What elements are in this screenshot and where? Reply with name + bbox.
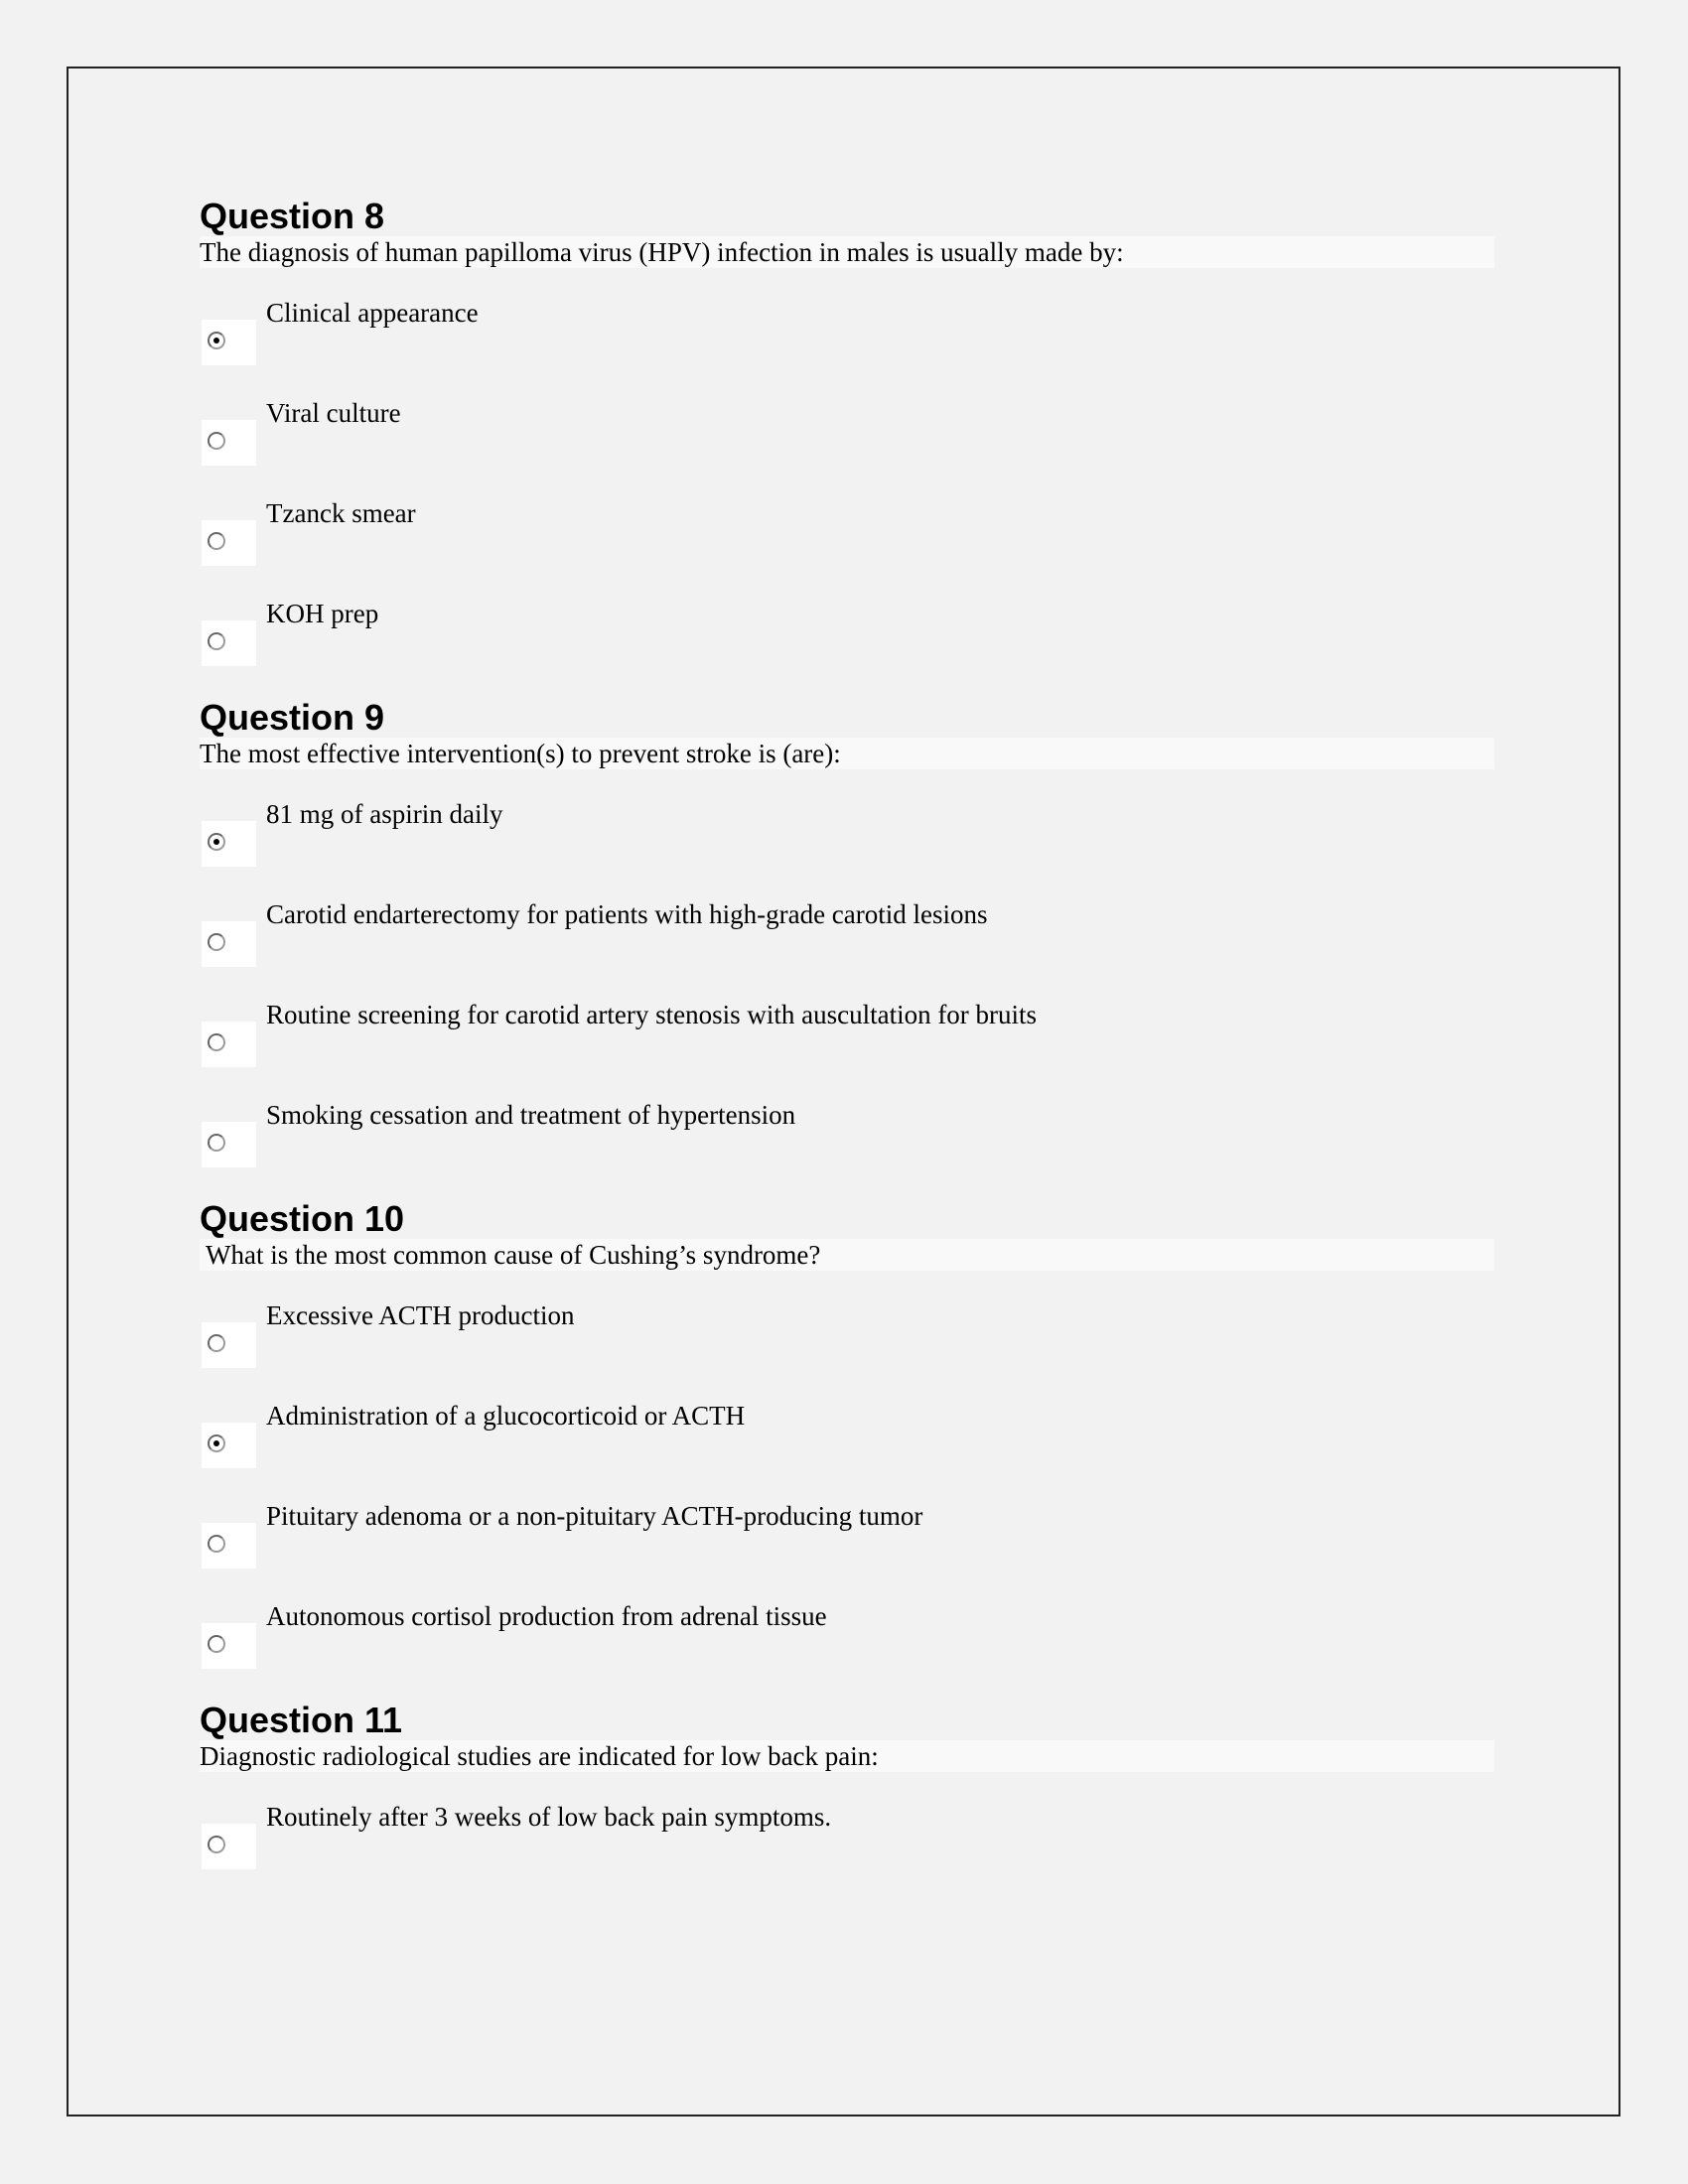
radio-container[interactable] <box>202 921 256 967</box>
radio-container[interactable] <box>202 1523 256 1569</box>
radio-button-selected[interactable] <box>208 1434 225 1452</box>
question-block <box>200 197 1494 698</box>
answer-option[interactable] <box>200 797 1494 897</box>
quiz-container <box>200 197 1494 2018</box>
answer-label: 81 mg of aspirin daily <box>266 799 503 829</box>
question-block <box>200 698 1494 1199</box>
radio-container[interactable] <box>202 1623 256 1669</box>
answer-label: Clinical appearance <box>266 298 479 328</box>
answer-options <box>200 797 1494 1198</box>
answer-option[interactable] <box>200 998 1494 1098</box>
question-title: Question 9 <box>200 697 385 738</box>
radio-button[interactable] <box>208 1836 225 1853</box>
question-text: The diagnosis of human papilloma virus (HPV) infection in males is usually made by: <box>200 236 1494 268</box>
radio-button[interactable] <box>208 532 225 550</box>
answer-option[interactable] <box>200 1298 1494 1399</box>
answer-option[interactable] <box>200 1399 1494 1499</box>
answer-option[interactable] <box>200 496 1494 597</box>
radio-container[interactable] <box>202 420 256 466</box>
question-text: Diagnostic radiological studies are indicated for low back pain: <box>200 1740 1494 1772</box>
question-text: The most effective intervention(s) to prevent stroke is (are): <box>200 738 1494 769</box>
answer-label: Viral culture <box>266 398 401 428</box>
answer-option[interactable] <box>200 396 1494 496</box>
radio-button[interactable] <box>208 432 225 450</box>
answer-label: Routine screening for carotid artery stenosis with auscultation for bruits <box>266 1000 1038 1029</box>
question-text: What is the most common cause of Cushing’s syndrome? <box>200 1239 1494 1271</box>
answer-label: Carotid endarterectomy for patients with high-grade carotid lesions <box>266 899 988 929</box>
radio-container[interactable] <box>202 1022 256 1067</box>
question-block <box>200 1199 1494 1701</box>
radio-button[interactable] <box>208 1535 225 1553</box>
radio-container[interactable] <box>202 1423 256 1468</box>
answer-option[interactable] <box>200 1499 1494 1599</box>
radio-button-selected[interactable] <box>208 332 225 349</box>
answer-option[interactable] <box>200 1800 1494 1900</box>
question-title: Question 8 <box>200 196 385 236</box>
answer-option[interactable] <box>200 1599 1494 1700</box>
question-block <box>200 1701 1494 2018</box>
answer-label: Autonomous cortisol production from adrenal tissue <box>266 1601 827 1631</box>
answer-option[interactable] <box>200 597 1494 697</box>
radio-button[interactable] <box>208 933 225 951</box>
radio-button[interactable] <box>208 1334 225 1352</box>
radio-container[interactable] <box>202 1322 256 1368</box>
answer-label: Tzanck smear <box>266 498 416 528</box>
radio-container[interactable] <box>202 620 256 666</box>
answer-label: KOH prep <box>266 599 379 628</box>
radio-container[interactable] <box>202 821 256 867</box>
radio-button[interactable] <box>208 1635 225 1653</box>
answer-label: Excessive ACTH production <box>266 1300 575 1330</box>
question-title: Question 10 <box>200 1198 405 1239</box>
answer-options <box>200 296 1494 697</box>
question-title: Question 11 <box>200 1700 403 1740</box>
radio-container[interactable] <box>202 320 256 365</box>
radio-button[interactable] <box>208 1033 225 1051</box>
radio-container[interactable] <box>202 520 256 566</box>
answer-label: Routinely after 3 weeks of low back pain symptoms. <box>266 1802 832 1832</box>
answer-options <box>200 1800 1494 1900</box>
answer-label: Administration of a glucocorticoid or ACTH <box>266 1401 746 1431</box>
radio-button[interactable] <box>208 632 225 650</box>
answer-option[interactable] <box>200 897 1494 998</box>
radio-button[interactable] <box>208 1134 225 1152</box>
radio-container[interactable] <box>202 1122 256 1167</box>
radio-button-selected[interactable] <box>208 833 225 851</box>
answer-label: Smoking cessation and treatment of hypertension <box>266 1100 796 1130</box>
answer-options <box>200 1298 1494 1700</box>
answer-option[interactable] <box>200 296 1494 396</box>
answer-option[interactable] <box>200 1098 1494 1198</box>
answer-label: Pituitary adenoma or a non-pituitary ACTH-producing tumor <box>266 1501 923 1531</box>
radio-container[interactable] <box>202 1824 256 1869</box>
